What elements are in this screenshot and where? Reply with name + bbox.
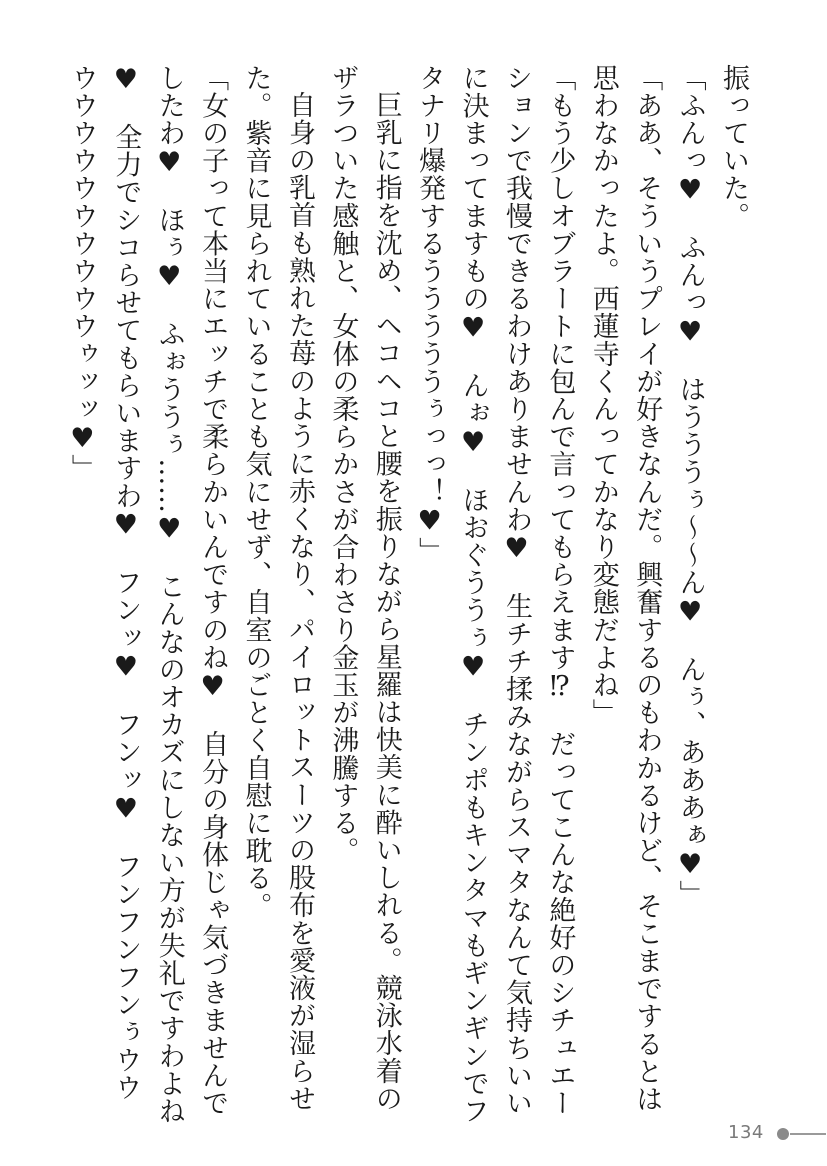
paragraph-4: 「もう少しオブラートに包んで言ってもらえます⁉ だってこんな絶好のシチュエーションで我慢できるわけありませんわ♥ 生チチ揉みながらスマタなんて気持ちいいに決まってますもの♥ んぉ♥ ほおぐううぅ♥ チンポもキンタマもギンギンでフタナリ爆発するうううううぅっっ！♥」	[414, 64, 576, 1125]
paragraph-7: 「女の子って本当にエッチで柔らかいんですのね♥ 自分の身体じゃ気づきませんでしたわ♥ ほぅ♥ ふぉううぅ……♥ こんなのオカズにしない方が失礼ですわよね♥ 全力でシコらせてもらいますわ♥ フンッ♥ フンッ♥ フンフンフンぅウウウウウウウウウウウウゥッッ♥」	[66, 64, 229, 1125]
paragraph-3: 「ああ、そういうプレイが好きなんだ。興奮するのもわかるけど、そこまでするとは思わなかったよ。西蓮寺くんってかなり変態だよね」	[587, 64, 663, 1113]
paragraph-1: 振っていた。	[718, 64, 749, 230]
paragraph-5: 巨乳に指を沈め、ヘコヘコと腰を振りながら星羅は快美に酔いしれる。競泳水着のザラついた感触と、女体の柔らかさが合わさり金玉が沸騰する。	[327, 64, 402, 1113]
page-marker-line	[790, 1133, 826, 1135]
page-number: 134	[728, 1122, 764, 1143]
page-marker-dot-icon	[777, 1128, 789, 1140]
paragraph-6: 自身の乳首も熟れた苺のように赤くなり、パイロットスーツの股布を愛液が湿らせた。紫音に見られていることも気にせず、自室のごとく自慰に耽る。	[240, 64, 315, 1113]
body-text	[61, 64, 756, 1126]
paragraph-2: 「ふんっ♥ ふんっ♥ はうううぅ〜〜ん♥ んぅ、あああぁ♥」	[674, 64, 706, 908]
